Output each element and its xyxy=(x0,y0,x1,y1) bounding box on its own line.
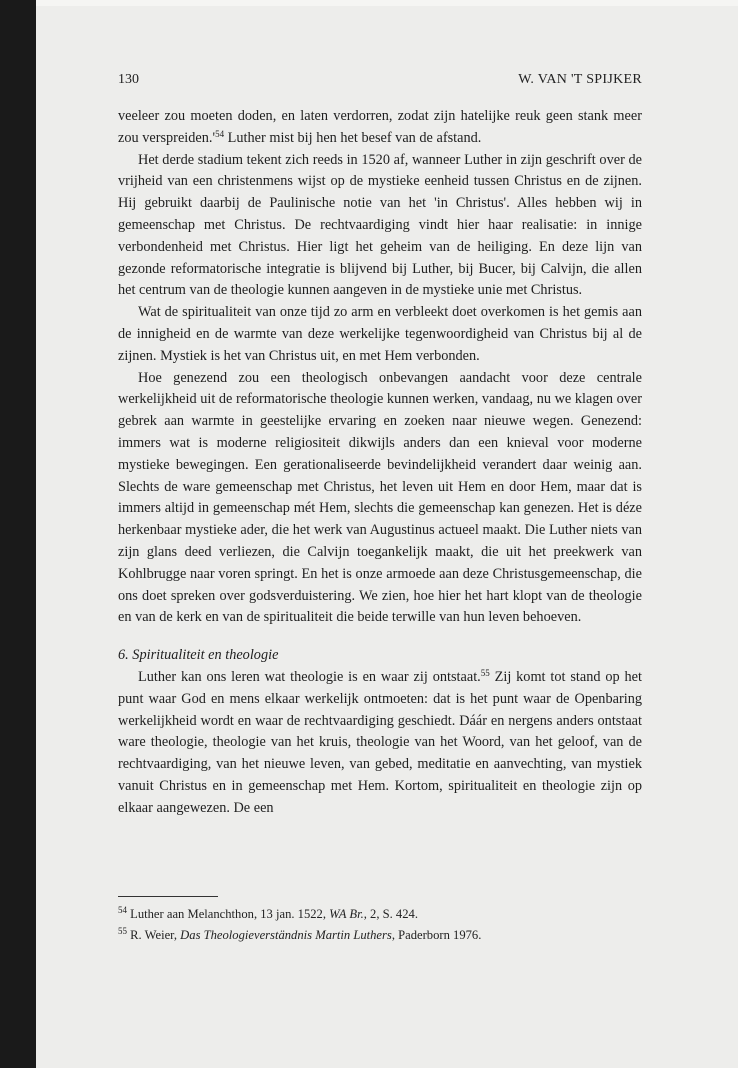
footnote-text: , 2, S. 424. xyxy=(363,907,418,921)
body-text xyxy=(118,106,642,820)
paragraph-text: Luther kan ons leren wat theologie is en waar zij ontstaat. xyxy=(138,668,481,685)
footnote-text: , Paderborn 1976. xyxy=(391,928,482,942)
paragraph-text: Zij komt tot stand op het punt waar God en mens elkaar werkelijk ontmoeten: dat is het punt waar de Openbaring werkelijkheid wordt en waar de rechtvaardiging geschiedt. Dáár en nergens anders ontstaat ware theologie, theologie van het kruis, theologie van het Woord, van het geloof, van de rechtvaardiging, van het nieuwe leven, van gebed, meditatie en aanvechting, van mystiek vanuit Christus en in gemeenschap met Hem. Kortom, spiritualiteit en theologie zijn op elkaar aangewezen. De een xyxy=(118,668,642,816)
paragraph-text: Luther mist bij hen het besef van de afstand. xyxy=(224,129,482,146)
footnote xyxy=(118,925,642,946)
footnote xyxy=(118,904,642,925)
running-author: W. VAN 'T SPIJKER xyxy=(518,72,642,87)
footnote-text: R. Weier, xyxy=(127,928,181,942)
paragraph: Hoe genezend zou een theologisch onbevangen aandacht voor deze centrale werkelijkheid uit de reformatorische theologie kunnen werken, vandaag, nu we klagen over gebrek aan warmte in geestelijke ervaring en zoeken naar nieuwe wegen. Genezend: immers wat is moderne religiositeit dikwijls anders dan een knieval voor moderne mystieke bewegingen. Een gerationaliseerde bevindelijkheid verandert daar weinig aan. Slechts de ware gemeenschap met Christus, het leven uit Hem en door Hem, maar dat is immers altijd in gemeenschap mét Hem, slechts die gemeenschap kan genezen. Het is déze herkenbaar mystieke ader, die het werk van Augustinus actueel maakt. Die Luther niets van zijn glans deed verliezen, die Calvijn toegankelijk maakt, die uit het preekwerk van Kohlbrugge naar voren springt. En het is onze armoede aan deze Christusgemeenschap, die ons doet spreken over godsverduistering. We zien, hoe hier het hart klopt van de theologie en van de kerk en van de spiritualiteit die beide terwille van hun leven behoeven. xyxy=(118,369,642,626)
footnotes xyxy=(118,904,642,946)
footnote-number: 55 xyxy=(118,926,127,936)
footnote-ref: 54 xyxy=(215,128,225,139)
footnote-title: WA Br. xyxy=(329,907,364,921)
footnote-divider xyxy=(118,896,218,897)
paragraph xyxy=(118,106,642,150)
paragraph: Wat de spiritualiteit van onze tijd zo arm en verbleekt doet overkomen is het gemis aan de innigheid en de warmte van deze werkelijke tegenwoordigheid van Christus bij al de zijnen. Mystiek is het van Christus uit, en met Hem verbonden. xyxy=(118,304,642,364)
footnote-text: Luther aan Melanchthon, 13 jan. 1522, xyxy=(127,907,330,921)
footnote-ref: 55 xyxy=(480,667,490,678)
paragraph xyxy=(118,667,642,820)
footnote-number: 54 xyxy=(118,905,127,915)
footnote-title: Das Theologieverständnis Martin Luthers xyxy=(180,928,392,942)
paragraph-text: veeleer zou moeten doden, en laten verdorren, zodat zijn hatelijke reuk geen stank meer zou verspreiden.' xyxy=(118,108,642,146)
paragraph: Het derde stadium tekent zich reeds in 1520 af, wanneer Luther in zijn geschrift over de vrijheid van een christenmens wijst op de mystieke eenheid tussen Christus en de zijnen. Hij gebruikt daarbij de Paulinische notie van het 'in Christus'. Alles hebben wij in gemeenschap met Christus. De rechtvaardiging vindt hier haar realisatie: in innige verbondenheid met Christus. Hier ligt het geheim van de heiliging. En deze lijn van gezonde reformatorische integratie is blijvend bij Luther, bij Bucer, bij Calvijn, die allen het centrum van de theologie kunnen aangeven in de mystieke unie met Christus. xyxy=(118,151,642,299)
section-heading: 6. Spiritualiteit en theologie xyxy=(118,647,279,664)
page-number: 130 xyxy=(118,72,139,87)
